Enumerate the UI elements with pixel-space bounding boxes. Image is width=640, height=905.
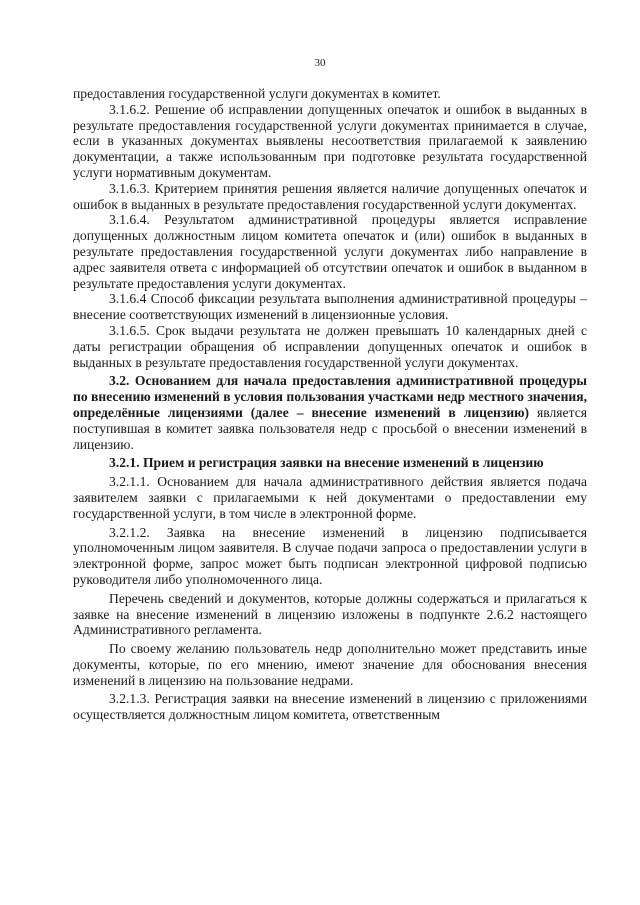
section-heading-3-2-1: 3.2.1. Прием и регистрация заявки на внесение изменений в лицензию: [109, 455, 544, 471]
paragraph-3-1-6-2: 3.1.6.2. Решение об исправлении допущенных опечаток и ошибок в выданных в результате предоставления государственной услуги документах принимается в случае, если в указанных документах выявлены несоответствия прилагаемой к заявлению документации, а также использованным при подготовке результата государственной услуги нормативным документам.: [73, 101, 587, 180]
paragraph-documents-list: Перечень сведений и документов, которые должны содержаться и прилагаться к заявке на внесение изменений в лицензию изложены в подпункте 2.6.2 настоящего Административного регламента.: [73, 590, 587, 638]
paragraph-3-1-6-3: 3.1.6.3. Критерием принятия решения является наличие допущенных опечаток и ошибок в выданных в результате предоставления государственной услуги документах.: [73, 180, 587, 212]
paragraph-additional-documents: По своему желанию пользователь недр дополнительно может представить иные документы, которые, по его мнению, имеют значение для обоснования внесения изменений в лицензию на пользование недрами.: [73, 641, 587, 688]
paragraph-3-2: [73, 373, 587, 452]
document-body: [73, 86, 587, 723]
paragraph-3-2-1-1: 3.2.1.1. Основанием для начала административного действия является подача заявителем заявки с прилагаемыми к ней документами о предоставлении ему государственной услуги, в том числе в электронной форме.: [73, 474, 587, 521]
paragraph-3-2-1-2: 3.2.1.2. Заявка на внесение изменений в лицензию подписывается уполномоченным лицом заявителя. В случае подачи запроса о предоставлении услуги в электронной форме, запрос может быть подписан электронной цифровой подписью руководителя либо уполномоченного лица.: [73, 524, 587, 587]
paragraph-3-1-6-4-method: 3.1.6.4 Способ фиксации результата выполнения административной процедуры –внесение соответствующих изменений в лицензионные условия.: [73, 291, 587, 323]
paragraph-3-1-6-5: 3.1.6.5. Срок выдачи результата не должен превышать 10 календарных дней с даты регистрации обращения об исправлении допущенных опечаток и ошибок в выданных в результате предоставления государственной услуги документах.: [73, 322, 587, 370]
paragraph-3-2-heading: 3.2. Основанием для начала предоставления административной процедуры по внесению изменений в условия пользования участками недр местного значения, определённые лицензиями (далее – внесение изменений в лицензию): [73, 373, 587, 420]
paragraph-3-2-1-3: 3.2.1.3. Регистрация заявки на внесение изменений в лицензию с приложениями осуществляется должностным лицом комитета, ответственным: [73, 691, 587, 723]
paragraph-3-1-6-4: 3.1.6.4. Результатом административной процедуры является исправление допущенных должностным лицом комитета опечаток и (или) ошибок в выданных в результате предоставления государственной услуги документах либо направление в адрес заявителя ответа с информацией об отсутствии опечаток и ошибок в выданном в результате предоставления услуги документах.: [73, 212, 587, 291]
paragraph-3-2-rest: является поступившая в комитет заявка пользователя недр с просьбой о внесении изменений в лицензию.: [73, 404, 587, 452]
page-number: 30: [314, 57, 326, 69]
paragraph-continuation: предоставления государственной услуги документах в комитет.: [73, 86, 441, 101]
